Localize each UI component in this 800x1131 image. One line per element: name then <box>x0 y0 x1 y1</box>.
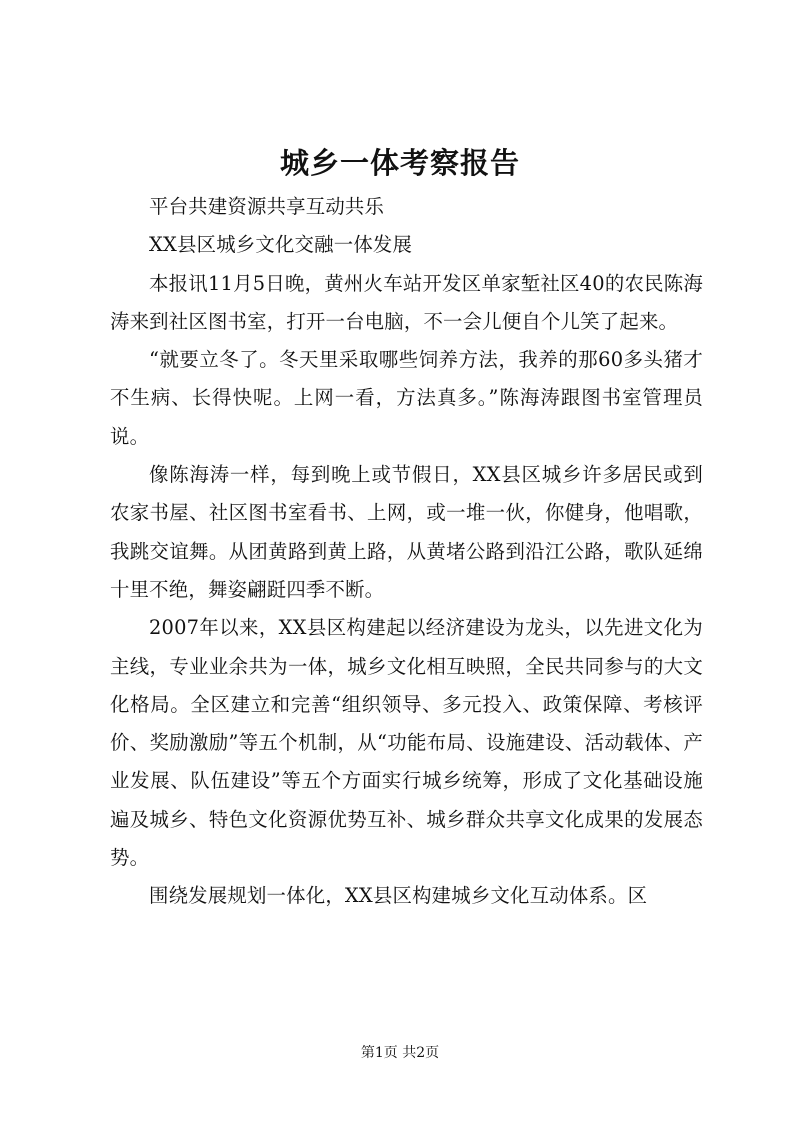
paragraph: “就要立冬了。冬天里采取哪些饲养方法，我养的那60多头猪才不生病、长得快呢。上网一看，方法真多。”陈海涛跟图书室管理员说。 <box>110 348 703 448</box>
page-footer: 第1页 共2页 <box>360 1045 440 1061</box>
paragraph: 平台共建资源共享互动共乐 <box>149 195 385 218</box>
paragraph: 围绕发展规划一体化，XX县区构建城乡文化互动体系。区 <box>149 884 648 908</box>
paragraph: 本报讯11月5日晚，黄州火车站开发区单家堑社区40的农民陈海涛来到社区图书室，打开一台电脑，不一会儿便自个儿笑了起来。 <box>110 271 703 333</box>
paragraph: 像陈海涛一样，每到晚上或节假日，XX县区城乡许多居民或到农家书屋、社区图书室看书、上网，或一堆一伙，你健身，他唱歌，我跳交谊舞。从团黄路到黄上路，从黄堵公路到沿江公路，歌队延绵十里不绝，舞姿翩跹四季不断。 <box>110 463 703 601</box>
document-title: 城乡一体考察报告 <box>279 146 520 180</box>
paragraph: XX县区城乡文化交融一体发展 <box>149 233 413 257</box>
document-body <box>110 188 703 916</box>
paragraph: 2007年以来，XX县区构建起以经济建设为龙头，以先进文化为主线，专业业余共为一体，城乡文化相互映照，全民共同参与的大文化格局。全区建立和完善“组织领导、多元投入、政策保障、考核评价、奖励激励”等五个机制，从“功能布局、设施建设、活动载体、产业发展、队伍建设”等五个方面实行城乡统筹，形成了文化基础设施遍及城乡、特色文化资源优势互补、城乡群众共享文化成果的发展态势。 <box>110 616 703 870</box>
